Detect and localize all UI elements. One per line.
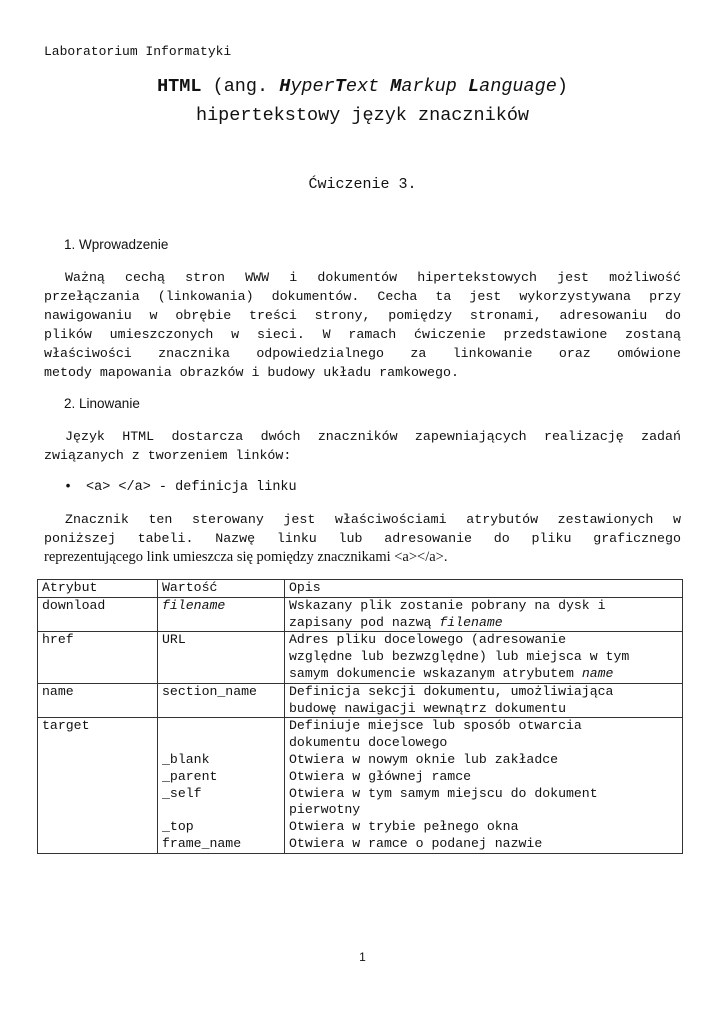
paragraph-line: reprezentującego link umieszcza się pomiędzy znacznikami <a></a>. xyxy=(44,549,448,565)
desc-line: dokumentu docelowego xyxy=(289,735,448,751)
desc-line: Wskazany plik zostanie pobrany na dysk i xyxy=(289,597,606,613)
title-m: M xyxy=(390,76,402,97)
title-t: T xyxy=(334,76,346,97)
value-cell: section_name xyxy=(158,683,285,718)
table-row xyxy=(38,597,683,632)
attributes-table xyxy=(37,579,683,854)
table-header: Opis xyxy=(285,580,683,598)
bullet-icon: • xyxy=(64,480,73,495)
desc-cell xyxy=(285,597,683,632)
desc-line: Definiuje miejsce lub sposób otwarcia xyxy=(289,718,582,734)
paragraph-line: Ważną cechą stron WWW i dokumentów hipertekstowych jest możliwość xyxy=(65,270,681,285)
bullet-text: <a> </a> - definicja linku xyxy=(86,480,297,495)
paragraph-line: przełączania (linkowania) dokumentów. Cecha ta jest wykorzystywana przy xyxy=(44,289,681,304)
value-line: _top xyxy=(162,819,194,835)
title-l: L xyxy=(468,76,480,97)
desc-line: Definicja sekcji dokumentu, umożliwiająca xyxy=(289,683,614,699)
running-header: Laboratorium Informatyki xyxy=(44,44,232,59)
attr-cell: href xyxy=(38,632,158,683)
desc-line: Adres pliku docelowego (adresowanie xyxy=(289,632,566,648)
section-number: 1. xyxy=(64,237,76,252)
table-intro-paragraph xyxy=(44,510,681,567)
intro-paragraph xyxy=(44,268,681,382)
value-line: frame_name xyxy=(162,835,242,851)
table-header: Atrybut xyxy=(38,580,158,598)
value-cell xyxy=(158,718,285,853)
title-arkup: arkup xyxy=(401,76,468,97)
paragraph-line: związanych z tworzeniem linków: xyxy=(44,448,292,463)
desc-italic: name xyxy=(581,665,614,681)
table-row xyxy=(38,632,683,683)
value-line: _parent xyxy=(162,768,218,784)
exercise-heading: Ćwiczenie 3. xyxy=(308,176,417,193)
desc-line: Otwiera w ramce o podanej nazwie xyxy=(289,835,543,851)
section-title: Wprowadzenie xyxy=(79,237,169,252)
value-line: _self xyxy=(162,785,202,801)
title-close: ) xyxy=(556,76,568,97)
desc-line: Otwiera w głównej ramce xyxy=(289,768,472,784)
desc-line: względne lub bezwzględne) lub miejsca w tym xyxy=(289,649,630,665)
bullet-item xyxy=(64,480,297,495)
table-row xyxy=(38,718,683,853)
attr-cell: name xyxy=(38,683,158,718)
table-header-row xyxy=(38,580,683,598)
desc-line: Otwiera w tym samym miejscu do dokument xyxy=(289,785,598,801)
desc-cell xyxy=(285,683,683,718)
title-h: H xyxy=(279,76,291,97)
desc-cell xyxy=(285,718,683,853)
paragraph-line: nawigowaniu w obrębie treści strony, pomiędzy stronami, adresowaniu do xyxy=(44,308,681,323)
paragraph-line: Język HTML dostarcza dwóch znaczników zapewniających realizację zadań xyxy=(65,429,681,444)
value-line: _blank xyxy=(162,751,210,767)
document-title xyxy=(0,76,725,97)
title-anguage: anguage xyxy=(479,76,557,97)
section-heading-2 xyxy=(64,396,140,411)
document-subtitle: hipertekstowy język znaczników xyxy=(195,105,530,126)
attr-cell: download xyxy=(38,597,158,632)
table-header: Wartość xyxy=(158,580,285,598)
value-cell: URL xyxy=(158,632,285,683)
page-number: 1 xyxy=(359,950,366,964)
desc-line: Otwiera w trybie pełnego okna xyxy=(289,819,519,835)
section-heading-1 xyxy=(64,237,168,252)
desc-line: budowę nawigacji wewnątrz dokumentu xyxy=(289,700,566,716)
attr-cell: target xyxy=(38,718,158,853)
title-ext: ext xyxy=(345,76,391,97)
paragraph-line: poniższej tabeli. Nazwę linku lub adresowanie do pliku graficznego xyxy=(44,531,681,546)
table-row xyxy=(38,683,683,718)
section-number: 2. xyxy=(64,396,76,411)
paragraph-line: Znacznik ten sterowany jest właściwościami atrybutów zestawionych w xyxy=(65,512,681,527)
section-title: Linowanie xyxy=(79,396,140,411)
title-open: (ang. xyxy=(201,76,280,97)
desc-line: Otwiera w nowym oknie lub zakładce xyxy=(289,751,559,767)
title-yper: yper xyxy=(290,76,335,97)
desc-cell xyxy=(285,632,683,683)
title-html: HTML xyxy=(157,76,202,97)
value-cell: filename xyxy=(158,597,285,632)
desc-line: zapisany pod nazwą xyxy=(289,614,440,630)
desc-italic: filename xyxy=(439,614,503,630)
desc-line: pierwotny xyxy=(289,802,361,818)
paragraph-line: plików umieszczonych w sieci. W ramach ćwiczenie przedstawione zostaną xyxy=(44,327,681,342)
paragraph-line: metody mapowania obrazków i budowy układu ramkowego. xyxy=(44,365,459,380)
desc-line: samym dokumencie wskazanym atrybutem xyxy=(289,665,582,681)
paragraph-line: właściwości znacznika odpowiedzialnego za linkowanie oraz omówione xyxy=(44,346,681,361)
links-paragraph xyxy=(44,427,681,465)
